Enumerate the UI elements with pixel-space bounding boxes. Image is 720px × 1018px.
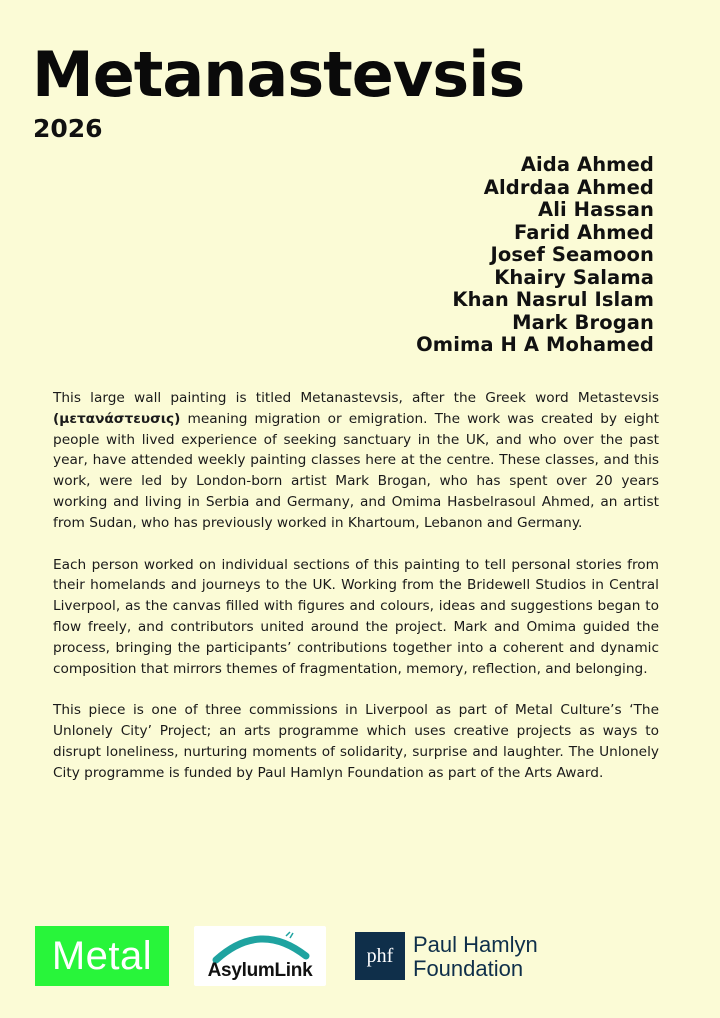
artist-name: Khan Nasrul Islam	[452, 288, 654, 311]
artist-name: Aldrdaa Ahmed	[483, 175, 654, 199]
paragraph-intro: This large wall painting is titled Metanastevsis, after the Greek word Metastevsis (μετανάστευσις) meaning migration or emigration. The work was created by eight people with lived experience of seeking sanctuary in the UK, and who over the past year, have attended weekly painting classes here at the centre. These classes, and this work, were led by London-born artist Mark Brogan, who has spent over 20 years working and living in Serbia and Germany, and Omima Hasbelrasoul Ahmed, an artist from Sudan, who has previously worked in Khartoum, Lebanon and Germany.	[53, 390, 660, 531]
artist-name: Khairy Salama	[494, 265, 654, 289]
phf-logo	[355, 926, 585, 986]
artist-name: Ali Hassan	[538, 198, 654, 221]
description	[53, 388, 659, 805]
year-label: 2026	[33, 114, 103, 143]
paragraph-process: Each person worked on individual sections of this painting to tell personal stories from their homelands and journeys to the UK. Working from the Bridewell Studios in Central Liverpool, as the canvas filled with figures and colours, ideas and suggestions began to flow freely, and contributors united around the project. Mark and Omima guided the process, bringing the participants’ contributions together into a coherent and dynamic composition that mirrors themes of fragmentation, memory, reflection, and belonging.	[53, 556, 659, 677]
artist-name: Aida Ahmed	[520, 153, 654, 176]
artist-name: Josef Seamoon	[490, 243, 654, 266]
artist-list	[416, 154, 654, 357]
metal-logo: Metal	[35, 926, 169, 986]
phf-mark: phf	[355, 932, 405, 980]
artist-name: Omima H A Mohamed	[416, 333, 654, 356]
partner-logos	[0, 924, 720, 988]
paragraph-funding: This piece is one of three commissions in Liverpool as part of Metal Culture’s ‘The Unlonely City’ Project; an arts programme which uses creative projects as ways to disrupt loneliness, nurturing moments of solidarity, surprise and laughter. The Unlonely City programme is funded by Paul Hamlyn Foundation as part of the Arts Award.	[53, 702, 659, 781]
artist-name: Mark Brogan	[512, 310, 654, 334]
asylumlink-logo: AsylumLink	[194, 926, 326, 986]
greek-word: (μετανάστευσις)	[53, 410, 181, 427]
artist-name: Farid Ahmed	[514, 220, 654, 244]
phf-name: Paul Hamlyn Foundation	[413, 932, 538, 981]
page-title: Metanastevsis	[32, 38, 525, 111]
